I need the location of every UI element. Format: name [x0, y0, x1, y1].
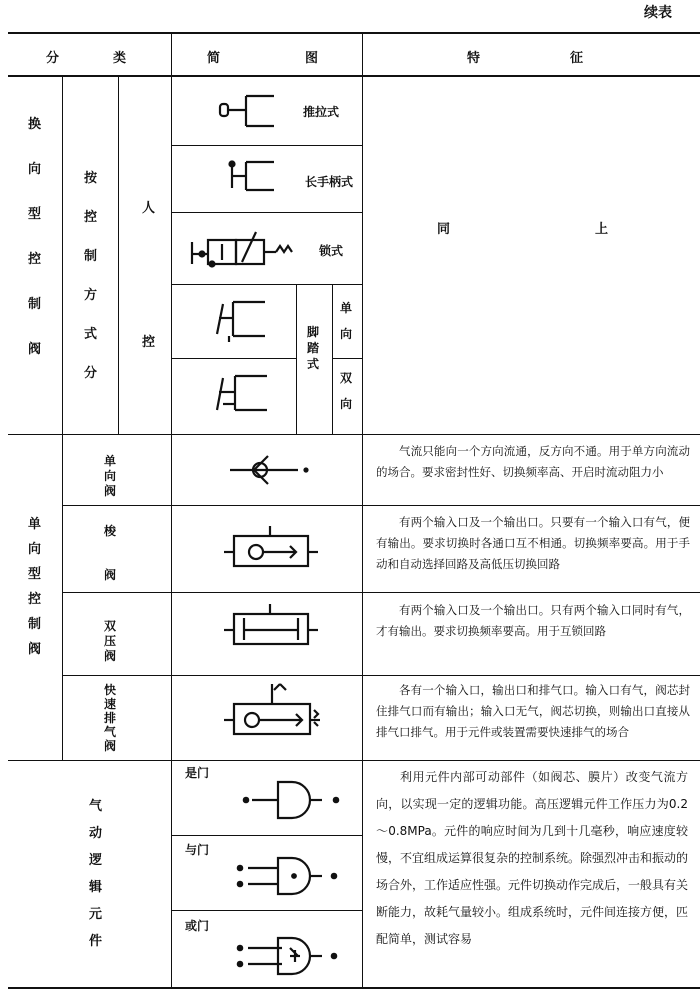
s2-col [62, 435, 63, 760]
quick-exhaust-char: 气 [104, 725, 117, 739]
s1-method-char: 分 [84, 366, 98, 381]
pedal-char: 脚 [307, 325, 320, 339]
s1-feature-1: 同 [437, 222, 451, 237]
lock-symbol [186, 222, 306, 272]
pedal-single-symbol [213, 296, 277, 344]
s1-group-char: 阀 [28, 342, 42, 357]
s1-manual-2: 控 [142, 335, 156, 350]
shuttle-valve-label-2: 阀 [104, 568, 117, 582]
pedal-char: 踏 [307, 341, 320, 355]
col-divider-diagram [171, 32, 172, 988]
s1-method-char: 制 [84, 249, 98, 264]
s1-pedal-split [332, 358, 362, 359]
header-category-1: 分 [46, 51, 60, 66]
gate-or-label: 或门 [185, 919, 210, 933]
gate-and-label: 与门 [185, 843, 210, 857]
section1-bottom-border [8, 434, 700, 435]
s3-row2-line [171, 910, 362, 911]
s1-row3-line [171, 284, 362, 285]
pedal-double [340, 372, 352, 410]
s3-row1-line [171, 835, 362, 836]
s2-group-char: 制 [28, 617, 42, 632]
check-valve-char: 阀 [104, 484, 117, 498]
shuttle-valve-feature: 有两个输入口及一个输出口。只要有一个输入口有气，便有输出。要求切换时各通口互不相通。切换频率要高。用于手动和自动选择回路及高低压切换回路 [376, 515, 690, 571]
pedal-double-symbol [213, 370, 277, 418]
s1-col-a [62, 76, 63, 434]
pedal-single [340, 302, 352, 340]
s2-group-char: 控 [28, 592, 42, 607]
item-lock: 锁式 [319, 244, 344, 258]
s3-group-char: 辑 [89, 880, 103, 895]
s1-pedal-col2 [332, 284, 333, 434]
header-category-2: 类 [113, 51, 127, 66]
s1-method-char: 控 [84, 210, 98, 225]
pedal-char: 式 [307, 357, 320, 371]
s3-group-char: 件 [89, 934, 103, 949]
s1-method-char: 按 [84, 171, 98, 186]
logic-element-feature: 利用元件内部可动部件（如阀芯、膜片）改变气流方向，以实现一定的逻辑功能。高压逻辑元件工作压力为0.2～0.8MPa。元件的响应时间为几到十几毫秒，响应速度较慢，不宜组成运算很复杂的控制系统。除强烈冲击和振动的场合外，工作适应性强。元件切换动作完成后，一般具有关断能力，故耗气量较小。组成系统时，元件间连接方便，匹配简单，测试容易 [376, 770, 689, 946]
header-bottom-border [8, 75, 700, 77]
s1-manual-1: 人 [142, 201, 156, 216]
s1-group-char: 控 [28, 252, 42, 267]
dual-pressure-char: 阀 [104, 649, 117, 663]
quick-exhaust-char: 阀 [104, 739, 117, 753]
s2-group-char: 阀 [28, 642, 42, 657]
pedal-label [307, 326, 319, 370]
s1-group-char: 制 [28, 297, 42, 312]
s1-group-char: 向 [28, 162, 42, 177]
shuttle-valve-label-1: 梭 [104, 524, 117, 538]
s3-group-label [89, 800, 102, 948]
dual-pressure-char: 压 [104, 634, 117, 648]
header-feature-1: 特 [467, 51, 481, 66]
s1-row4-line [171, 358, 296, 359]
s2-group-label [28, 518, 41, 656]
long-handle-symbol [224, 158, 280, 200]
s1-group-char: 型 [28, 207, 42, 222]
s1-feature-2: 上 [595, 222, 609, 237]
header-diagram-1: 简 [207, 51, 221, 66]
dual-pressure-feature: 有两个输入口及一个输出口。只有两个输入口同时有气，才有输出。要求切换频率要高。用于互锁回路 [376, 603, 690, 638]
check-valve-char: 向 [104, 469, 117, 483]
s1-pedal-col [296, 284, 297, 434]
check-valve-feature: 气流只能向一个方向流通，反方向不通。用于单方向流动的场合。要求密封性好、切换频率高、开启时流动阻力小 [376, 444, 690, 479]
and-gate-symbol [234, 852, 354, 902]
item-long-handle: 长手柄式 [305, 175, 354, 189]
pedal-single-char: 向 [340, 327, 353, 341]
gate-yes-label: 是门 [185, 766, 210, 780]
section2-bottom-border [8, 760, 700, 761]
shuttle-valve-symbol [222, 522, 322, 582]
push-pull-symbol [218, 92, 278, 132]
s1-method-char: 式 [84, 327, 98, 342]
quick-exhaust-label [104, 684, 116, 752]
check-valve-char: 单 [104, 454, 117, 468]
quick-exhaust-char: 速 [104, 697, 117, 711]
item-push-pull: 推拉式 [303, 105, 340, 119]
check-valve-label [104, 455, 116, 497]
dual-pressure-label [104, 620, 116, 662]
or-gate-symbol [234, 930, 354, 982]
check-valve-symbol [228, 450, 318, 490]
pedal-double-char: 双 [340, 371, 353, 385]
s1-group-char: 换 [28, 117, 42, 132]
dual-pressure-symbol [222, 600, 322, 660]
quick-exhaust-char: 排 [104, 711, 117, 725]
s1-method-label [84, 172, 97, 380]
col-divider-feature [362, 32, 363, 988]
table-top-border [8, 32, 700, 34]
quick-exhaust-char: 快 [104, 683, 117, 697]
dual-pressure-char: 双 [104, 619, 117, 633]
s3-group-char: 气 [89, 799, 103, 814]
s2-row3-line [62, 675, 700, 676]
s2-group-char: 单 [28, 517, 42, 532]
s3-group-char: 逻 [89, 853, 103, 868]
s2-row1-line [62, 505, 700, 506]
s1-col-b [118, 76, 119, 434]
continued-label: 续表 [644, 5, 672, 21]
yes-gate-symbol [240, 776, 360, 826]
quick-exhaust-feature: 各有一个输入口，输出口和排气口。输入口有气，阀芯封住排气口而有输出；输入口无气，阀芯切换，则输出口直接从排气口排气。用于元件或装置需要快速排气的场合 [376, 683, 690, 739]
s1-row2-line [171, 212, 362, 213]
s3-group-char: 动 [89, 826, 103, 841]
s3-group-char: 元 [89, 907, 103, 922]
header-feature-2: 征 [570, 51, 584, 66]
s2-group-char: 向 [28, 542, 42, 557]
pedal-double-char: 向 [340, 397, 353, 411]
header-diagram-2: 图 [305, 51, 319, 66]
s1-group-label [28, 118, 41, 356]
s2-group-char: 型 [28, 567, 42, 582]
table-bottom-border [8, 987, 700, 989]
s1-method-char: 方 [84, 288, 98, 303]
s1-row1-line [171, 145, 362, 146]
pedal-single-char: 单 [340, 301, 353, 315]
s2-row2-line [62, 592, 700, 593]
quick-exhaust-symbol [222, 682, 332, 748]
